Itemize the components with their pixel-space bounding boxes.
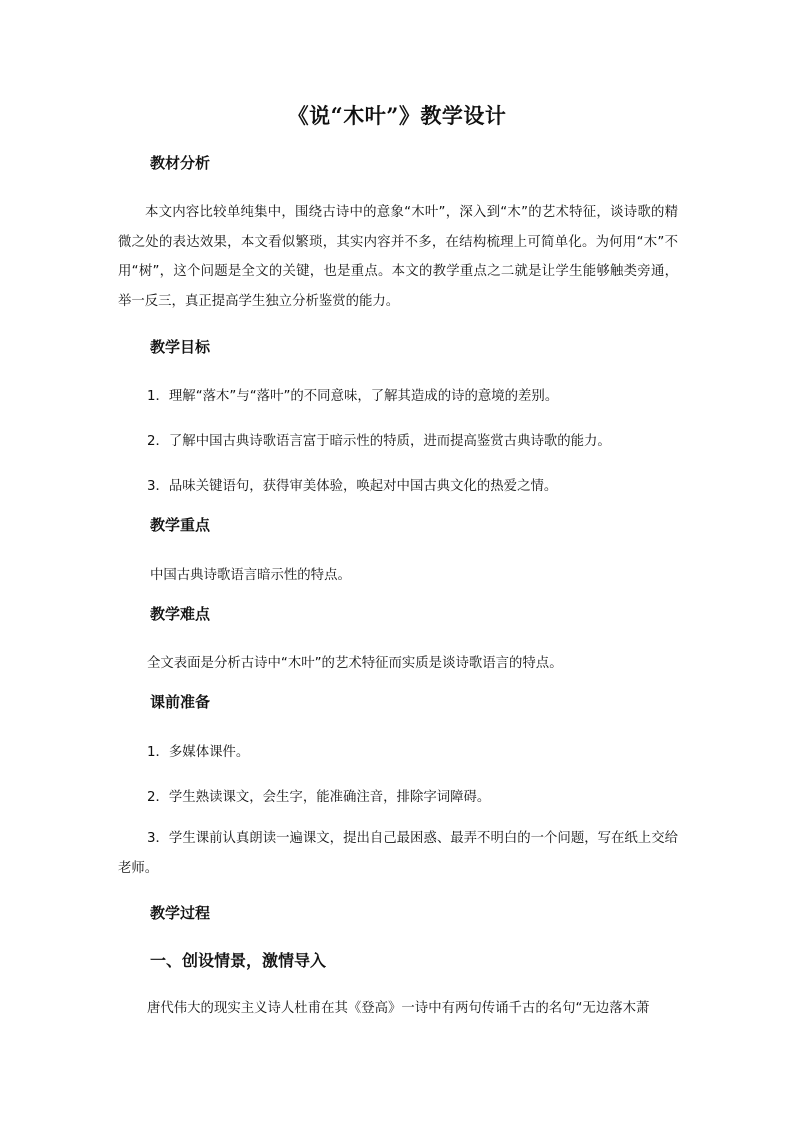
paragraph-key-point: 中国古典诗歌语言暗示性的特点。 xyxy=(150,568,351,583)
section-heading-key-point: 教学重点 xyxy=(150,516,211,534)
preparation-item-1: 1．多媒体课件。 xyxy=(147,745,250,760)
paragraph-difficulty: 全文表面是分析古诗中“木叶”的艺术特征而实质是谈诗歌语言的特点。 xyxy=(147,656,563,671)
goal-item-1: 1．理解“落木”与“落叶”的不同意味，了解其造成的诗的意境的差别。 xyxy=(147,389,559,404)
preparation-item-3: 3．学生课前认真朗读一遍课文，提出自己最困惑、最弄不明白的一个问题，写在纸上交给老师。 xyxy=(118,831,678,876)
document-title: 《说“木叶”》教学设计 xyxy=(287,103,507,128)
section-heading-preparation: 课前准备 xyxy=(150,693,211,711)
section-heading-process: 教学过程 xyxy=(150,904,211,922)
goal-item-2: 2．了解中国古典诗歌语言富于暗示性的特质，进而提高鉴赏古典诗歌的能力。 xyxy=(147,434,611,449)
paragraph-analysis: 本文内容比较单纯集中，围绕古诗中的意象“木叶”，深入到“木”的艺术特征，谈诗歌的精微之处的表达效果，本文看似繁琐，其实内容并不多，在结构梳理上可简单化。为何用“木”不用“树”，这个问题是全文的关键，也是重点。本文的教学重点之二就是让学生能够触类旁通，举一反三，真正提高学生独立分析鉴赏的能力。 xyxy=(118,205,678,309)
paragraph-process-intro: 唐代伟大的现实主义诗人杜甫在其《登高》一诗中有两句传诵千古的名句“无边落木萧 xyxy=(147,1001,650,1016)
section-heading-goals: 教学目标 xyxy=(150,338,211,356)
sub-heading-intro: 一、创设情景，激情导入 xyxy=(150,951,327,970)
section-heading-analysis: 教材分析 xyxy=(150,154,211,172)
preparation-item-2: 2．学生熟读课文，会生字，能准确注音，排除字词障碍。 xyxy=(147,790,491,805)
goal-item-3: 3．品味关键语句，获得审美体验，唤起对中国古典文化的热爱之情。 xyxy=(147,479,558,494)
section-heading-difficulty: 教学难点 xyxy=(150,605,211,623)
